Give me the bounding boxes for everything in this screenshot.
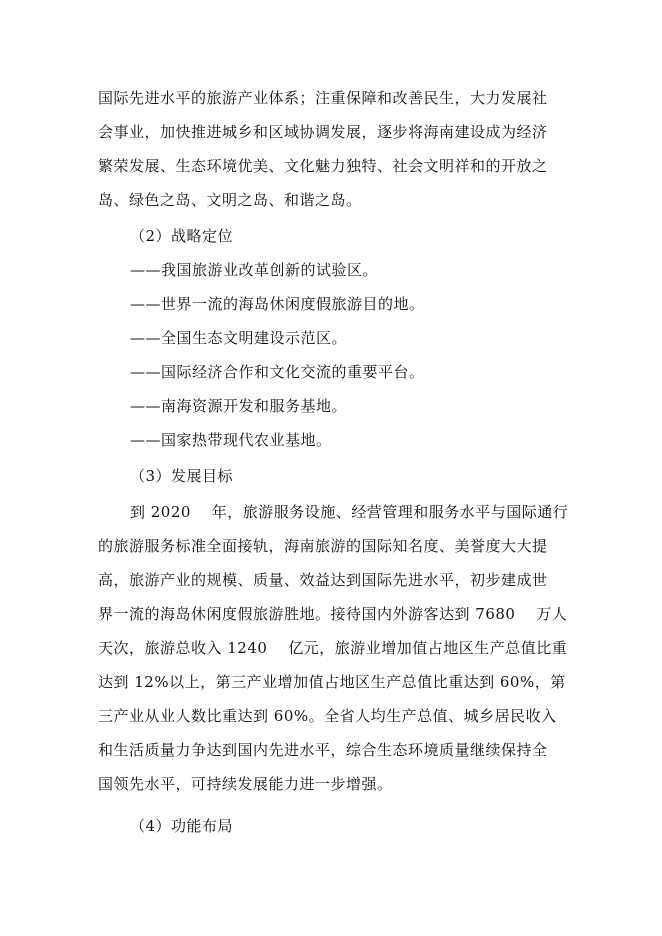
goals-line-3: 高，旅游产业的规模、质量、效益达到国际先进水平，初步建成世 [98, 571, 548, 589]
section-heading-functional-layout: （4）功能布局 [130, 817, 234, 835]
goals-line-1: 到 2020 年，旅游服务设施、经营管理和服务水平与国际通行 [130, 503, 569, 521]
goals-line-5: 天次，旅游总收入 1240 亿元，旅游业增加值占地区生产总值比重 [98, 639, 568, 657]
goals-line-2: 的旅游服务标准全面接轨，海南旅游的国际知名度、美誉度大大提 [98, 537, 548, 555]
goals-line-7: 三产业从业人数比重达到 60%。全省人均生产总值、城乡居民收入 [98, 707, 557, 725]
intro-line-2: 会事业，加快推进城乡和区域协调发展，逐步将海南建设成为经济 [98, 123, 548, 141]
goals-line-9: 国领先水平，可持续发展能力进一步增强。 [98, 775, 393, 793]
intro-line-4: 岛、绿色之岛、文明之岛、和谐之岛。 [98, 191, 362, 209]
positioning-item: ——全国生态文明建设示范区。 [130, 329, 348, 347]
goals-line-6: 达到 12%以上，第三产业增加值占地区生产总值比重达到 60%，第 [98, 673, 566, 691]
positioning-item: ——我国旅游业改革创新的试验区。 [130, 261, 379, 279]
positioning-item: ——世界一流的海岛休闲度假旅游目的地。 [130, 295, 425, 313]
intro-line-1: 国际先进水平的旅游产业体系；注重保障和改善民生，大力发展社 [98, 89, 548, 107]
goals-line-8: 和生活质量力争达到国内先进水平，综合生态环境质量继续保持全 [98, 741, 548, 759]
section-heading-strategic-positioning: （2）战略定位 [130, 227, 234, 245]
positioning-item: ——国家热带现代农业基地。 [130, 431, 332, 449]
positioning-item: ——国际经济合作和文化交流的重要平台。 [130, 363, 425, 381]
section-heading-development-goals: （3）发展目标 [130, 467, 234, 485]
intro-line-3: 繁荣发展、生态环境优美、文化魅力独特、社会文明祥和的开放之 [98, 157, 548, 175]
goals-line-4: 界一流的海岛休闲度假旅游胜地。接待国内外游客达到 7680 万人 [98, 605, 568, 623]
positioning-item: ——南海资源开发和服务基地。 [130, 397, 348, 415]
